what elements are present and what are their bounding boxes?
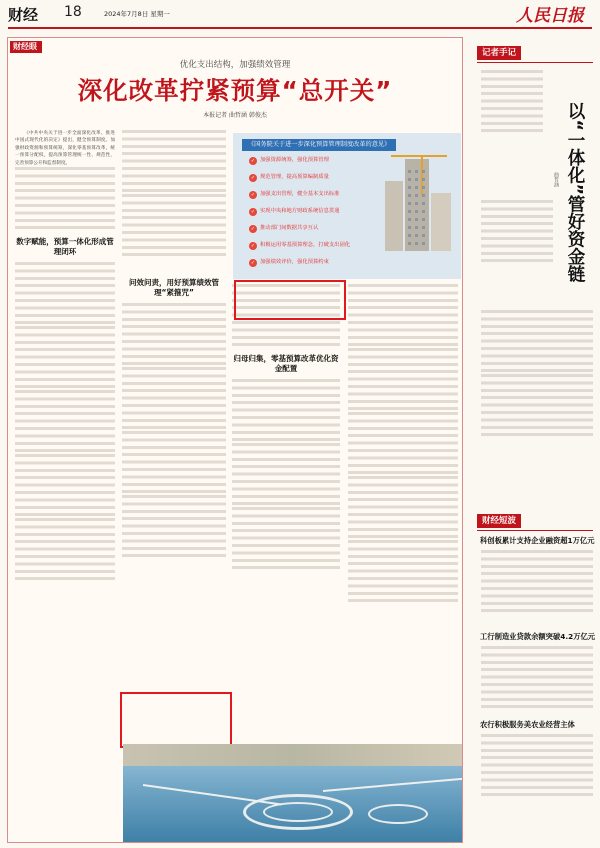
infographic-item: ✓ 加强支出管理，健全基本支出标准 [250,191,340,198]
filler-text [232,379,340,443]
construction-illustration [381,155,455,251]
article-column-2 [122,130,226,742]
section-tag: 财经眼 [10,41,42,53]
commentary-text-3 [481,310,593,506]
policy-infographic [233,133,461,279]
masthead [0,0,600,26]
article-kicker: 优化支出结构，加强绩效管理 [179,60,291,70]
filler-text [348,412,458,476]
brief-text-2 [481,646,593,714]
filler-text [15,518,115,582]
filler-text [348,348,458,412]
filler-text [122,431,226,495]
commentary-header [477,46,593,60]
highlight-box [120,692,232,748]
section-name: 财经 [8,6,39,24]
brief-title-1: 科创板累计支持企业融资超1万亿元 [480,536,595,545]
filler-text [348,540,458,604]
filler-text [122,495,226,559]
brief-text-1 [481,550,593,624]
commentary-title: 以“一体化”管好资金链 [565,102,585,283]
highlight-box [234,280,346,320]
main-article [7,37,463,843]
filler-text [15,390,115,454]
infographic-item: ✓ 实现中央和地方财政系统信息贯通 [250,208,340,215]
filler-text [122,130,226,194]
aerial-photo [123,744,463,843]
check-icon: ✓ [250,226,256,232]
article-column-4 [348,284,458,742]
commentary-author: 曲哲涵 [553,172,559,187]
filler-text [481,310,593,374]
brief-title-3: 农行积极服务美农业经营主体 [480,720,575,729]
filler-text [15,454,115,518]
check-icon: ✓ [250,260,256,266]
newspaper-logo: 人民日报 [516,6,584,26]
filler-text [481,646,593,710]
check-icon: ✓ [250,192,256,198]
check-icon: ✓ [250,175,256,181]
subheading-2: 问效问责，用好预算绩效管理“紧箍咒” [129,278,219,297]
infographic-item: ✓ 加强绩效评价，强化预算约束 [250,259,329,266]
filler-text [481,70,543,134]
article-headline: 深化改革拧紧预算“总开关” [77,76,393,105]
filler-text [232,507,340,571]
sidebar-rule [477,62,593,63]
filler-text [15,326,115,390]
brief-title-2: 工行制造业贷款余额突破4.2万亿元 [480,632,596,641]
issue-date: 2024年7月8日 星期一 [104,10,170,18]
check-icon: ✓ [250,158,256,164]
briefs-tag: 财经短波 [477,514,521,528]
brief-text-3 [481,734,593,838]
filler-text [15,262,115,326]
briefs-header [477,514,593,528]
subheading-3: 归母归集，零基预算改革优化资金配置 [233,354,339,373]
commentary-text-2 [481,200,553,306]
filler-text [481,200,553,264]
article-column-1 [15,130,115,750]
infographic-item: ✓ 积极运用零基预算理念，打破支出固化 [250,242,351,249]
sidebar-rule [477,530,593,531]
infographic-item: ✓ 推动部门间数据共享互认 [250,225,319,232]
check-icon: ✓ [250,243,256,249]
filler-text [122,194,226,258]
filler-text [122,367,226,431]
filler-text [122,303,226,367]
infographic-item: ✓ 规范管理，提高预算编制质量 [250,174,329,181]
article-byline: 本报记者 曲哲涵 韩俊杰 [203,112,267,119]
lead-paragraph: 《中共中央关于进一步全面深化改革、推进中国式现代化的决定》提出，健全预算制度。加强财政资源和预算统筹，深化零基预算改革，统一预算分配权，提高预算管理统一性、规范性，完善预算公开和监督制度。 [15,131,115,166]
subheading-1: 数字赋能，预算一体化形成管理闭环 [16,237,114,257]
infographic-title: 《国务院关于进一步深化预算管理制度改革的意见》 [242,139,396,151]
infographic-item: ✓ 加强资源统筹，强化预算管理 [250,157,329,164]
filler-text [481,550,593,614]
filler-text [15,167,115,231]
filler-text [481,734,593,798]
filler-text [348,476,458,540]
check-icon: ✓ [250,209,256,215]
page-number: 18 [64,4,82,20]
commentary-text-1 [481,70,543,196]
filler-text [348,284,458,348]
article-column-3 [232,284,340,742]
filler-text [232,443,340,507]
filler-text [481,374,593,438]
commentary-tag: 记者手记 [477,46,521,60]
header-rule [8,27,592,29]
